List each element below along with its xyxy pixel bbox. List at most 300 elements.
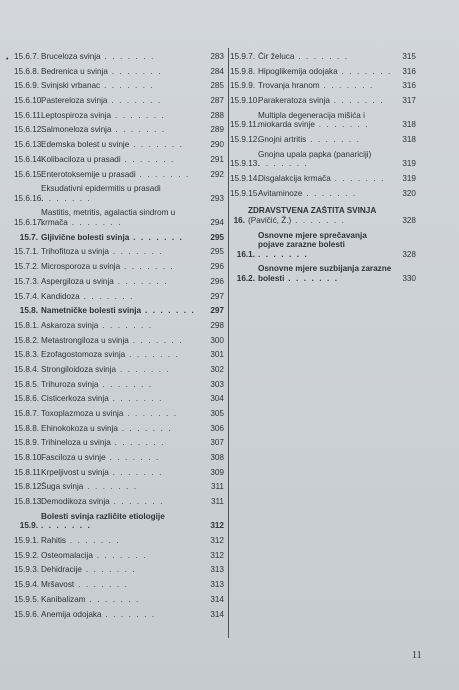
toc-entry	[14, 52, 224, 62]
toc-entry-title	[41, 610, 202, 620]
toc-entry-title-text: Hipoglikemija odojaka	[258, 66, 338, 76]
toc-entry-title-text: Šuga svinja	[41, 482, 84, 492]
chapter-number: 16.	[233, 215, 245, 225]
leader-dots: . . . . . . .	[105, 453, 160, 463]
toc-entry-title-text: Osnovne mjere suzbijanja zarazne bolesti	[258, 264, 392, 284]
toc-entry-title	[41, 170, 202, 180]
toc-entry-page: 298	[210, 320, 224, 330]
leader-dots: . . . . . . .	[107, 66, 163, 76]
leader-dots: . . . . . . .	[129, 232, 184, 242]
toc-entry-number: 15.9.1.	[14, 536, 40, 546]
toc-entry-title-text: Leptospiroza svinja	[41, 110, 112, 120]
toc-entry-number: 15.9.13.	[230, 159, 260, 169]
toc-entry-title-text: Krpeljivost u svinja	[41, 467, 109, 477]
toc-entry-page: 319	[402, 159, 416, 169]
toc-entry-title	[41, 67, 202, 77]
toc-entry-title-text: Gnojni artritis	[258, 135, 307, 145]
toc-entry-title	[41, 512, 202, 531]
toc-entry-number: 16.2.	[236, 274, 255, 284]
toc-entry-page: 294	[210, 218, 224, 228]
leader-dots: . . . . . . .	[67, 218, 123, 228]
toc-entry	[14, 595, 224, 605]
toc-entry	[14, 350, 224, 360]
toc-entry-title	[41, 580, 202, 590]
toc-entry-title	[41, 536, 202, 546]
leader-dots: . . . . . . .	[92, 550, 148, 560]
toc-entry-page: 308	[210, 453, 224, 463]
toc-entry-page: 320	[402, 188, 416, 198]
toc-entry-title	[258, 150, 396, 169]
toc-entry-number: 15.9.10.	[230, 96, 260, 106]
leader-dots: . . . . . . .	[109, 497, 164, 507]
toc-entry-page: 330	[402, 274, 416, 284]
toc-entry	[230, 81, 416, 91]
toc-entry-page: 328	[402, 249, 416, 259]
toc-entry-title-text: Trihofitoza u svinja	[41, 247, 109, 257]
toc-entry	[14, 512, 224, 531]
toc-entry-number: 15.8.10.	[14, 453, 44, 463]
toc-entry-number: 15.6.15.	[14, 169, 44, 179]
toc-entry	[14, 277, 224, 287]
toc-entry-number: 15.8.5.	[14, 379, 40, 389]
toc-entry-title	[258, 135, 396, 145]
toc-entry	[14, 565, 224, 575]
toc-entry	[14, 321, 224, 331]
toc-entry-title-text: Bruceloza svinja	[41, 52, 101, 61]
toc-entry-page: 288	[210, 110, 224, 120]
toc-entry-title	[41, 409, 202, 419]
toc-entry-number: 15.8.12.	[14, 482, 44, 492]
toc-entry-title-text: Strongiloidoza svinja	[41, 364, 117, 374]
toc-entry-page: 295	[210, 247, 224, 257]
toc-entry-title	[41, 424, 202, 434]
toc-entry	[14, 125, 224, 135]
leader-dots: . . . . . . .	[74, 580, 129, 590]
bullet-mark: •	[6, 56, 9, 63]
toc-entry-title	[41, 453, 202, 463]
leader-dots: . . . . . . .	[113, 276, 169, 286]
leader-dots: . . . . . . .	[141, 306, 196, 316]
toc-entry-number: 15.8.9.	[14, 438, 40, 448]
toc-entry-page: 309	[210, 467, 224, 477]
toc-entry-page: 293	[210, 193, 224, 203]
leader-dots: . . . . . . .	[128, 335, 184, 345]
toc-entry-title	[41, 111, 202, 121]
toc-entry-number: 15.8.6.	[14, 394, 40, 404]
column-divider	[228, 48, 229, 638]
toc-entry-title-text: Microsporoza u svinja	[41, 262, 121, 272]
leader-dots: . . . . . . .	[330, 174, 386, 183]
toc-entry-number: 15.6.9.	[14, 81, 40, 91]
toc-entry-title-text: Anemija odojaka	[41, 609, 102, 619]
toc-entry	[14, 247, 224, 257]
toc-entry-title-text: Salmoneloza svinja	[41, 125, 112, 135]
toc-entry	[14, 233, 224, 243]
chapter-page: 328	[402, 215, 416, 225]
toc-entry-title-text: Metastrongiloza u svinja	[41, 335, 129, 345]
toc-entry-page: 312	[210, 521, 224, 531]
toc-entry-number: 15.9.11.	[230, 120, 259, 130]
toc-entry-number: 15.7.4.	[14, 291, 40, 301]
toc-entry-title	[41, 96, 202, 106]
toc-entry-number: 15.8.2.	[14, 335, 40, 345]
toc-entry-title-text: Kanibalizam	[41, 594, 86, 604]
toc-entry-title	[41, 262, 202, 272]
toc-entry-page: 289	[210, 125, 224, 135]
toc-left-column	[14, 52, 224, 624]
toc-entry-title	[258, 81, 396, 91]
toc-entry-title-text: Bedrenica u svinja	[41, 66, 108, 76]
toc-entry-number: 15.6.17.	[14, 218, 44, 228]
toc-entry-title-text: Kolibaciloza u prasadi	[41, 154, 121, 164]
toc-entry	[230, 135, 416, 145]
toc-entry	[14, 96, 224, 106]
toc-entry-title-text: Enterotoksemije u prasadi	[41, 169, 136, 179]
toc-entry-title	[258, 96, 396, 106]
toc-entry	[14, 394, 224, 404]
toc-entry	[14, 336, 224, 346]
leader-dots: . . . . . . .	[291, 215, 346, 225]
leader-dots: . . . . . . .	[111, 125, 166, 135]
toc-entry-title	[41, 321, 202, 331]
toc-entry-title	[41, 277, 202, 287]
toc-entry	[14, 536, 224, 546]
toc-entry-number: 15.9.2.	[14, 550, 40, 560]
toc-entry	[14, 67, 224, 77]
toc-entry-page: 311	[210, 497, 224, 507]
toc-entry-number: 15.7.	[19, 232, 38, 242]
toc-entry-title	[41, 551, 202, 561]
toc-entry-number: 15.7.1.	[14, 247, 40, 257]
leader-dots: . . . . . . .	[329, 96, 385, 106]
toc-entry-page: 312	[210, 536, 224, 546]
leader-dots: . . . . . . .	[314, 120, 370, 130]
toc-entry-number: 15.9.3.	[14, 565, 40, 575]
toc-entry-title	[258, 189, 396, 199]
toc-entry-title	[258, 231, 394, 260]
toc-entry-page: 313	[210, 565, 224, 575]
toc-entry-number: 16.1.	[236, 249, 255, 259]
toc-entry-title	[41, 394, 202, 404]
toc-entry-title-text: Aspergiloza u svinja	[41, 276, 114, 286]
toc-entry-title	[41, 184, 202, 203]
leader-dots: . . . . . . .	[110, 438, 166, 448]
leader-dots: . . . . . . .	[120, 262, 175, 272]
leader-dots: . . . . . . .	[116, 364, 171, 374]
toc-entry-page: 291	[210, 154, 224, 164]
toc-entry-number: 15.9.4.	[14, 580, 40, 590]
toc-entry	[14, 497, 224, 507]
toc-entry	[230, 150, 416, 169]
leader-dots: . . . . . . .	[41, 521, 92, 531]
toc-entry-page: 312	[210, 550, 224, 560]
toc-entry-number: 15.8.1.	[14, 320, 40, 330]
toc-entry-page: 311	[210, 482, 224, 492]
leader-dots: . . . . . . .	[98, 320, 153, 330]
toc-entry	[230, 52, 416, 62]
leader-dots: . . . . . . .	[117, 423, 173, 433]
toc-entry-page: 316	[402, 81, 416, 91]
toc-entry-number: 15.9.	[19, 521, 38, 531]
toc-entry-page: 306	[210, 423, 224, 433]
leader-dots: . . . . . . .	[107, 96, 162, 106]
toc-entry	[14, 551, 224, 561]
toc-entry	[230, 174, 416, 184]
toc-entry-title-text: Disgalakcija krmača	[258, 174, 331, 183]
toc-right-column	[230, 52, 416, 289]
toc-entry-title-text: Trovanja hranom	[258, 81, 320, 91]
leader-dots: . . . . . . .	[135, 169, 190, 179]
toc-entry-title-text: Gljivične bolesti svinja	[41, 232, 130, 242]
toc-entry	[14, 468, 224, 478]
toc-entry-page: 316	[402, 66, 416, 76]
toc-entry-title	[41, 306, 202, 316]
toc-entry-number: 15.8.4.	[14, 364, 40, 374]
toc-entry-title	[41, 336, 202, 346]
toc-entry-title	[41, 438, 202, 448]
toc-entry	[230, 264, 416, 283]
leader-dots: . . . . . . .	[98, 379, 153, 389]
chapter-title-text: ZDRAVSTVENA ZAŠTITA SVINJA	[248, 206, 377, 216]
toc-entry	[230, 189, 416, 199]
toc-entry	[14, 453, 224, 463]
toc-entry-page: 319	[402, 174, 416, 183]
toc-entry	[230, 67, 416, 77]
toc-entry	[14, 409, 224, 419]
toc-entry-page: 290	[210, 140, 224, 150]
toc-entry-title	[41, 52, 202, 62]
toc-entry-title-text: Ezofagostomoza svinja	[41, 350, 126, 360]
leader-dots: . . . . . . .	[83, 482, 138, 492]
toc-entry-title-text: Čir želuca	[258, 52, 295, 61]
toc-entry-title-text: Edemska bolest u svinje	[41, 140, 130, 150]
toc-entry-title-text: Nametničke bolesti svinja	[41, 306, 142, 316]
leader-dots: . . . . . . .	[100, 81, 155, 91]
toc-entry-title	[41, 155, 202, 165]
toc-entry-title-text: Gnojna upala papka (panariciji)	[258, 149, 372, 159]
toc-entry-title-text: Bolesti svinja različite etiologije	[41, 511, 165, 521]
toc-entry-page: 315	[402, 52, 416, 61]
toc-entry	[14, 111, 224, 121]
leader-dots: . . . . . . .	[123, 409, 178, 418]
toc-entry-page: 292	[210, 169, 224, 179]
toc-entry-title-text: Osnovne mjere sprečavanja pojave zarazne bolesti	[258, 230, 367, 250]
toc-entry-title-text: Pastereloza svinja	[41, 96, 108, 106]
toc-entry-page: 295	[210, 232, 224, 242]
toc-entry	[14, 580, 224, 590]
toc-entry-title	[41, 468, 202, 478]
toc-entry-page: 284	[210, 66, 224, 76]
toc-entry-title	[41, 233, 202, 243]
toc-entry-number: 15.6.11.	[14, 110, 43, 120]
toc-entry-number: 15.9.9.	[230, 81, 256, 91]
toc-entry-title	[258, 52, 396, 62]
toc-entry-page: 318	[402, 120, 416, 130]
toc-entry	[14, 208, 224, 227]
toc-entry	[14, 306, 224, 316]
toc-entry-page: 314	[210, 609, 224, 619]
leader-dots: . . . . . . .	[129, 140, 184, 150]
chapter-author: (Pavičić, Ž.)	[248, 215, 292, 225]
leader-dots: . . . . . . .	[302, 188, 357, 198]
toc-entry-title	[41, 565, 202, 575]
leader-dots: . . . . . . .	[319, 81, 374, 91]
leader-dots: . . . . . . .	[108, 467, 164, 477]
toc-entry	[14, 292, 224, 302]
toc-entry-number: 15.8.	[19, 306, 38, 316]
toc-entry-page: 313	[210, 580, 224, 590]
toc-entry-number: 15.7.2.	[14, 262, 40, 272]
toc-entry-title-text: Fasciloza u svinje	[41, 453, 106, 463]
toc-entry	[14, 262, 224, 272]
toc-entry-title	[258, 67, 396, 77]
toc-entry-number: 15.6.10.	[14, 96, 44, 106]
toc-entry-number: 15.8.3.	[14, 350, 40, 360]
toc-entry	[14, 155, 224, 165]
toc-entry-page: 285	[210, 81, 224, 91]
toc-entry-number: 15.9.15.	[230, 188, 260, 198]
leader-dots: . . . . . . .	[306, 135, 361, 145]
toc-entry	[14, 610, 224, 620]
toc-entry-title-text: Eksudativni epidermitis u prasadi	[41, 184, 161, 194]
leader-dots: . . . . . . .	[120, 154, 175, 164]
toc-entry-title	[41, 125, 202, 135]
toc-entry-title-text: Svinjski vrbanac	[41, 81, 101, 91]
toc-entry-page: 297	[210, 291, 224, 301]
toc-entry-number: 15.8.7.	[14, 409, 40, 418]
leader-dots: . . . . . . .	[258, 249, 309, 259]
toc-entry-title-text: Mršavost	[41, 580, 75, 590]
toc-entry-number: 15.9.7.	[230, 52, 256, 61]
toc-entry	[14, 438, 224, 448]
toc-entry-number: 15.6.8.	[14, 66, 40, 76]
toc-entry-page: 301	[210, 350, 224, 360]
toc-entry-title-text: Cisticerkoza svinja	[41, 394, 109, 404]
toc-entry-title	[41, 380, 202, 390]
toc-entry-page: 307	[210, 438, 224, 448]
toc-entry-page: 303	[210, 379, 224, 389]
toc-entry-page: 305	[210, 409, 224, 418]
page-number: 11	[412, 650, 422, 661]
toc-entry-number: 15.8.13.	[14, 497, 44, 507]
toc-entry-number: 15.9.8.	[230, 66, 256, 76]
toc-entry-page: 300	[210, 335, 224, 345]
toc-entry	[14, 81, 224, 91]
toc-entry-title-text: Toxoplazmoza u svinja	[41, 409, 124, 418]
leader-dots: . . . . . . .	[79, 291, 134, 301]
toc-entry-title	[41, 497, 202, 507]
toc-entry-page: 302	[210, 364, 224, 374]
leader-dots: . . . . . . .	[81, 565, 137, 575]
leader-dots: . . . . . . .	[111, 110, 166, 120]
leader-dots: . . . . . . .	[294, 52, 349, 61]
leader-dots: . . . . . . .	[108, 394, 164, 404]
toc-entry	[230, 111, 416, 130]
toc-entry-page: 317	[402, 96, 416, 106]
toc-entry-title-text: Trihineloza u svinja	[41, 438, 111, 448]
leader-dots: . . . . . . .	[66, 536, 121, 546]
toc-entry-page: 287	[210, 96, 224, 106]
toc-entry-number: 15.6.16.	[14, 193, 44, 203]
toc-entry-title-text: Multipla degeneracija mišića i miokarda svinje	[258, 110, 365, 130]
toc-entry-number: 15.9.12.	[230, 135, 260, 145]
toc-entry-number: 15.8.8.	[14, 423, 40, 433]
toc-entry-title	[41, 365, 202, 375]
toc-entry-title-text: Demodikoza svinja	[41, 497, 110, 507]
toc-entry-title	[41, 350, 202, 360]
toc-entry-page: 283	[210, 52, 224, 61]
toc-entry-title	[41, 81, 202, 91]
toc-entry-number: 15.6.12.	[14, 125, 44, 135]
toc-entry-title-text: Trihuroza svinja	[41, 379, 99, 389]
chapter-title	[248, 206, 394, 225]
toc-entry-number: 15.9.5.	[14, 594, 40, 604]
leader-dots: . . . . . . .	[284, 274, 339, 284]
toc-entry-page: 296	[210, 262, 224, 272]
toc-entry-title-text: Avitaminoze	[258, 188, 303, 198]
toc-entry-number: 15.8.11.	[14, 467, 43, 477]
toc-entry	[14, 380, 224, 390]
toc-entry-number: 15.7.3.	[14, 276, 40, 286]
toc-entry-title	[258, 111, 396, 130]
toc-entry-title	[258, 264, 394, 283]
toc-entry-page: 296	[210, 276, 224, 286]
leader-dots: . . . . . . .	[108, 247, 164, 257]
toc-entry-page: 318	[402, 135, 416, 145]
toc-entry-number: 15.6.14.	[14, 154, 44, 164]
leader-dots: . . . . . . .	[41, 193, 92, 203]
toc-entry-title	[258, 174, 396, 184]
leader-dots: . . . . . . .	[337, 66, 392, 76]
toc-entry-title	[41, 595, 202, 605]
leader-dots: . . . . . . .	[258, 159, 309, 169]
toc-entry	[14, 424, 224, 434]
toc-entry-title	[41, 247, 202, 257]
toc-entry-title-text: Kandidoza	[41, 291, 80, 301]
toc-entry-title	[41, 292, 202, 302]
toc-entry-title-text: Parakeratoza svinja	[258, 96, 330, 106]
toc-entry-title-text: Dehidracije	[41, 565, 82, 575]
toc-entry	[14, 482, 224, 492]
leader-dots: . . . . . . .	[125, 350, 180, 360]
toc-entry-title-text: Osteomalacija	[41, 550, 93, 560]
toc-entry-number: 15.6.13.	[14, 140, 44, 150]
chapter-heading	[230, 206, 416, 225]
toc-entry-title	[41, 482, 202, 492]
toc-entry-number: 15.9.14.	[230, 174, 260, 183]
toc-entry	[230, 231, 416, 260]
toc-entry	[14, 184, 224, 203]
toc-entry-title	[41, 140, 202, 150]
toc-entry	[14, 170, 224, 180]
toc-entry	[14, 140, 224, 150]
toc-entry-title	[41, 208, 202, 227]
toc-entry-title-text: Ehinokokoza u svinja	[41, 423, 118, 433]
leader-dots: . . . . . . .	[100, 52, 155, 61]
leader-dots: . . . . . . .	[85, 594, 140, 604]
toc-entry-number: 15.9.6.	[14, 609, 40, 619]
leader-dots: . . . . . . .	[101, 609, 156, 619]
toc-entry-page: 297	[210, 306, 224, 316]
toc-entry-number: 15.6.7.	[14, 52, 40, 61]
toc-entry-title-text: Rahitis	[41, 536, 67, 546]
toc-entry	[14, 365, 224, 375]
toc-entry	[230, 96, 416, 106]
toc-entry-page: 314	[210, 594, 224, 604]
toc-entry-title-text: Askaroza svinja	[41, 320, 99, 330]
toc-entry-page: 304	[210, 394, 224, 404]
toc-entry-title-text: Mastitis, metritis, agalactia sindrom u krmača	[41, 208, 176, 228]
